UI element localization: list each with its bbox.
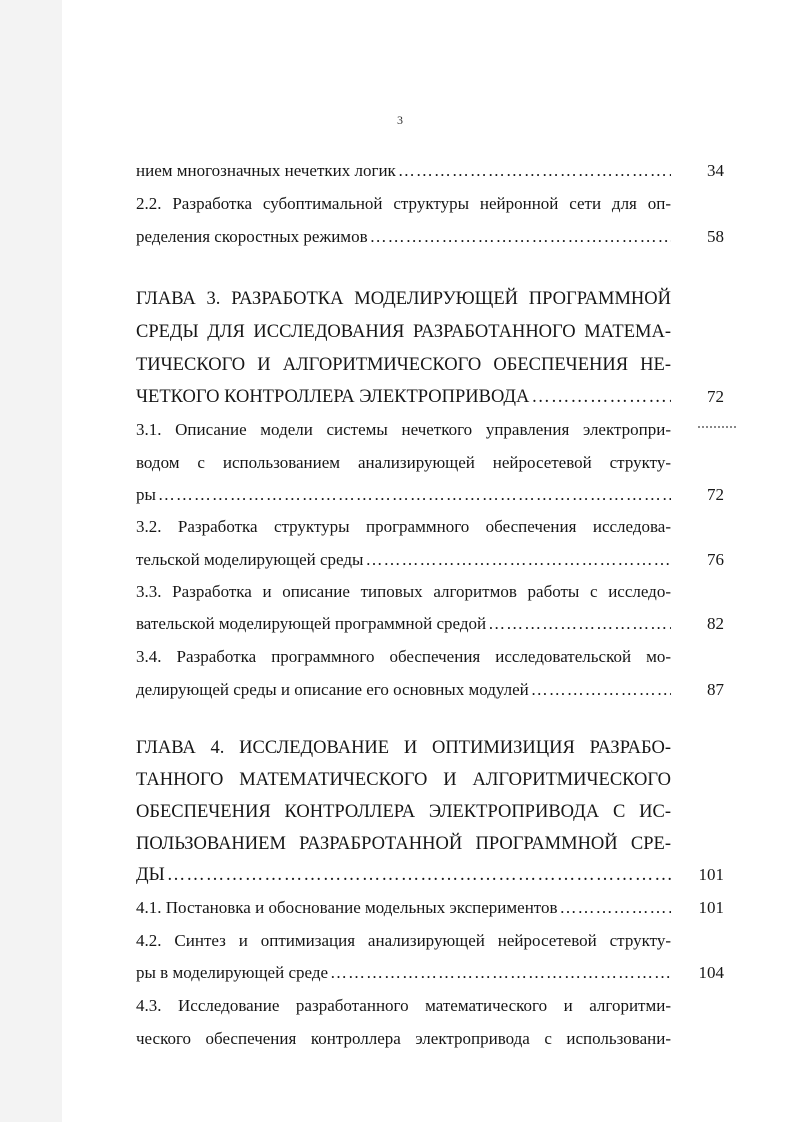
toc-line: ры в моделирующей среде ……………………………………………………………………………………………………………… [136, 962, 671, 984]
toc-line: делирующей среды и описание его основных модулей ……………………………………………………………………………………………………………… [136, 679, 671, 701]
toc-page-number: 34 [707, 161, 724, 180]
toc-line: 3.3. Разработка и описание типовых алгоритмов работы с исследо- [136, 582, 671, 601]
chapter-heading-line: ТИЧЕСКОГО И АЛГОРИТМИЧЕСКОГО ОБЕСПЕЧЕНИЯ НЕ- [136, 355, 671, 375]
chapter-heading-line: ГЛАВА 3. РАЗРАБОТКА МОДЕЛИРУЮЩЕЙ ПРОГРАММНОЙ [136, 289, 671, 309]
toc-line: 3.2. Разработка структуры программного обеспечения исследова- [136, 517, 671, 536]
scan-artifact [698, 426, 736, 428]
toc-page-number: 101 [698, 898, 724, 917]
chapter-heading-line: ДЫ ……………………………………………………………………………………………………………… [136, 864, 671, 886]
chapter-heading-line: СРЕДЫ ДЛЯ ИССЛЕДОВАНИЯ РАЗРАБОТАННОГО МАТЕМА- [136, 322, 671, 342]
toc-line: 4.2. Синтез и оптимизация анализирующей нейросетевой структу- [136, 931, 671, 950]
page-number: 3 [397, 113, 403, 127]
chapter-heading-line: ПОЛЬЗОВАНИЕМ РАЗРАБРОТАННОЙ ПРОГРАММНОЙ СРЕ- [136, 834, 671, 854]
toc-line: нием многозначных нечетких логик ……………………………………………………………………………………………………………… [136, 160, 671, 182]
toc-page-number: 101 [698, 865, 724, 884]
toc-page-number: 72 [707, 485, 724, 504]
toc-page-number: 82 [707, 614, 724, 633]
chapter-heading-line: ОБЕСПЕЧЕНИЯ КОНТРОЛЛЕРА ЭЛЕКТРОПРИВОДА С ИС- [136, 802, 671, 822]
toc-line: тельской моделирующей среды ……………………………………………………………………………………………………………… [136, 549, 671, 571]
toc-page-number: 58 [707, 227, 724, 246]
chapter-heading-line: ТАННОГО МАТЕМАТИЧЕСКОГО И АЛГОРИТМИЧЕСКОГО [136, 770, 671, 790]
toc-line: 2.2. Разработка субоптимальной структуры нейронной сети для оп- [136, 194, 671, 213]
chapter-heading-line: ГЛАВА 4. ИССЛЕДОВАНИЕ И ОПТИМИЗИЦИЯ РАЗРАБО- [136, 738, 671, 758]
toc-page-number: 72 [707, 387, 724, 406]
toc-line: 3.1. Описание модели системы нечеткого управления электропри- [136, 420, 671, 439]
toc-line: ределения скоростных режимов ……………………………………………………………………………………………………………… [136, 226, 671, 248]
toc-line: 4.3. Исследование разработанного математического и алгоритми- [136, 996, 671, 1015]
toc-line: 4.1. Постановка и обоснование модельных экспериментов ……………………………………………………………………………………………………………… [136, 897, 671, 919]
toc-line: вательской моделирующей программной средой ……………………………………………………………………………………………………………… [136, 613, 671, 635]
toc-line: водом с использованием анализирующей нейросетевой структу- [136, 453, 671, 472]
toc-line: 3.4. Разработка программного обеспечения исследовательской мо- [136, 647, 671, 666]
scan-margin [0, 0, 62, 1122]
toc-page-number: 87 [707, 680, 724, 699]
chapter-heading-line: ЧЕТКОГО КОНТРОЛЛЕРА ЭЛЕКТРОПРИВОДА ……………………………………………………………………………………………………………… [136, 386, 671, 408]
toc-page-number: 104 [698, 963, 724, 982]
toc-line: ческого обеспечения контроллера электропривода с использовани- [136, 1029, 671, 1048]
toc-line: ры ……………………………………………………………………………………………………………… [136, 484, 671, 506]
toc-page-number: 76 [707, 550, 724, 569]
